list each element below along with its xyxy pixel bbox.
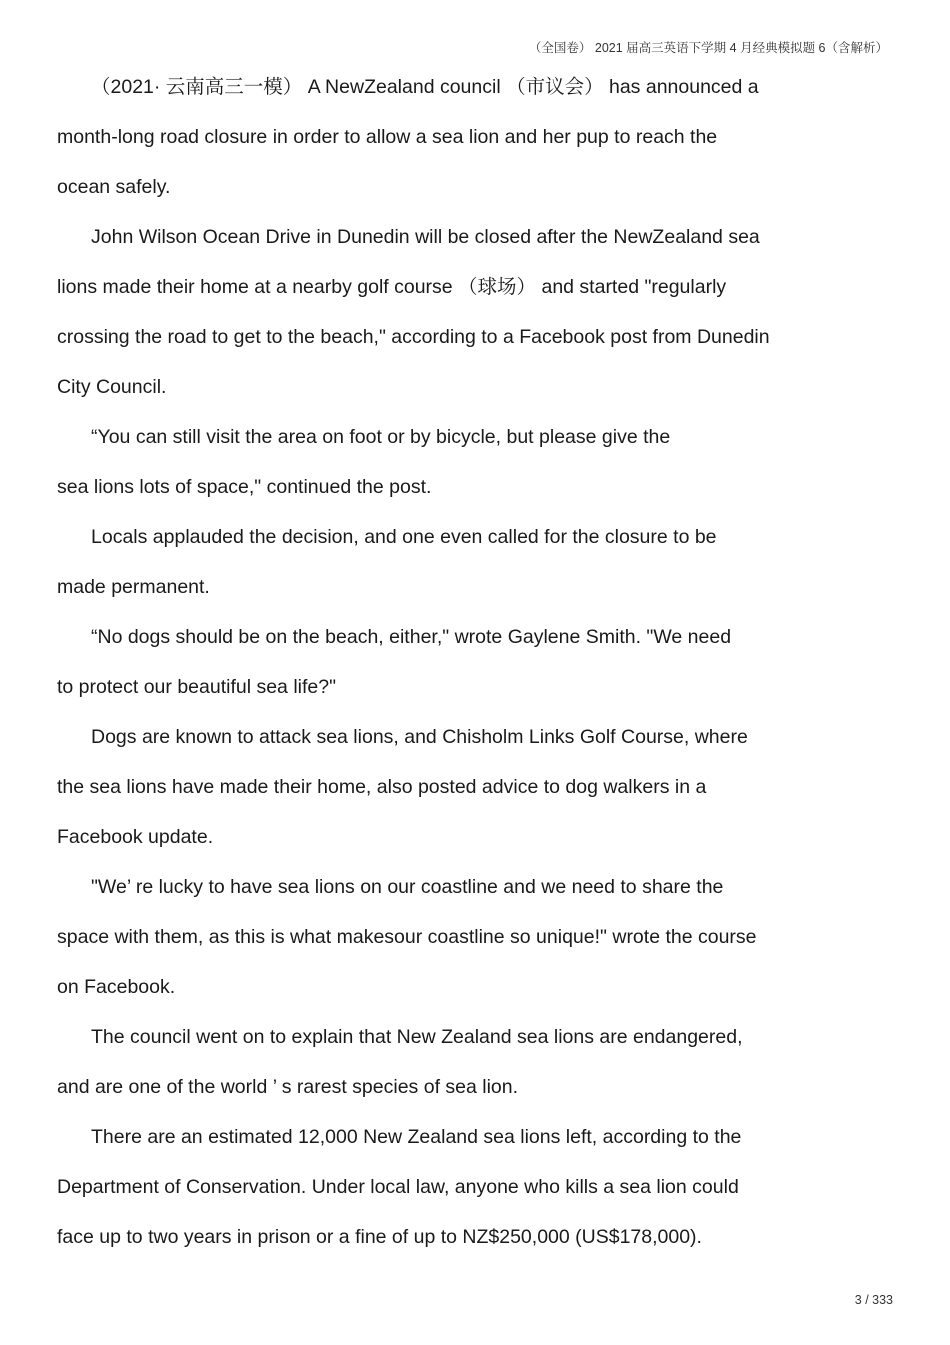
text-line: Department of Conservation. Under local law, anyone who kills a sea lion could [57, 1176, 739, 1198]
text-line: The council went on to explain that New Zealand sea lions are endangered, [91, 1026, 743, 1048]
text-line: lions made their home at a nearby golf course （球场） and started "regularly [57, 276, 727, 298]
text-line: "We’ re lucky to have sea lions on our coastline and we need to share the [91, 876, 724, 898]
text-line: John Wilson Ocean Drive in Dunedin will be closed after the NewZealand sea [91, 226, 760, 248]
text-line: face up to two years in prison or a fine of up to NZ$250,000 (US$178,000). [57, 1226, 702, 1248]
page-number: 3 / 333 [854, 1293, 893, 1307]
text-line: Dogs are known to attack sea lions, and Chisholm Links Golf Course, where [91, 726, 748, 748]
article-body [57, 62, 893, 1262]
text-line: “No dogs should be on the beach, either," wrote Gaylene Smith. "We need [91, 626, 732, 648]
text-line: the sea lions have made their home, also posted advice to dog walkers in a [57, 776, 707, 798]
text-line: made permanent. [57, 576, 210, 598]
text-line: space with them, as this is what makesour coastline so unique!" wrote the course [57, 926, 757, 948]
text-line: sea lions lots of space," continued the post. [57, 476, 432, 498]
text-line: （2021· 云南高三一模） A NewZealand council （市议会） has announced a [91, 76, 759, 98]
text-line: ocean safely. [57, 176, 171, 198]
text-line: to protect our beautiful sea life?" [57, 676, 337, 698]
text-line: and are one of the world ’ s rarest species of sea lion. [57, 1076, 519, 1098]
text-line: “You can still visit the area on foot or by bicycle, but please give the [91, 426, 671, 448]
text-line: There are an estimated 12,000 New Zealand sea lions left, according to the [91, 1126, 742, 1148]
text-line: month-long road closure in order to allow a sea lion and her pup to reach the [57, 126, 718, 148]
text-line: on Facebook. [57, 976, 176, 998]
text-line: Facebook update. [57, 826, 214, 848]
text-line: Locals applauded the decision, and one even called for the closure to be [91, 526, 717, 548]
document-header: （全国卷） 2021 届高三英语下学期 4 月经典模拟题 6（含解析） [528, 41, 888, 55]
text-line: crossing the road to get to the beach," according to a Facebook post from Dunedin [57, 326, 770, 348]
text-line: City Council. [57, 376, 167, 398]
